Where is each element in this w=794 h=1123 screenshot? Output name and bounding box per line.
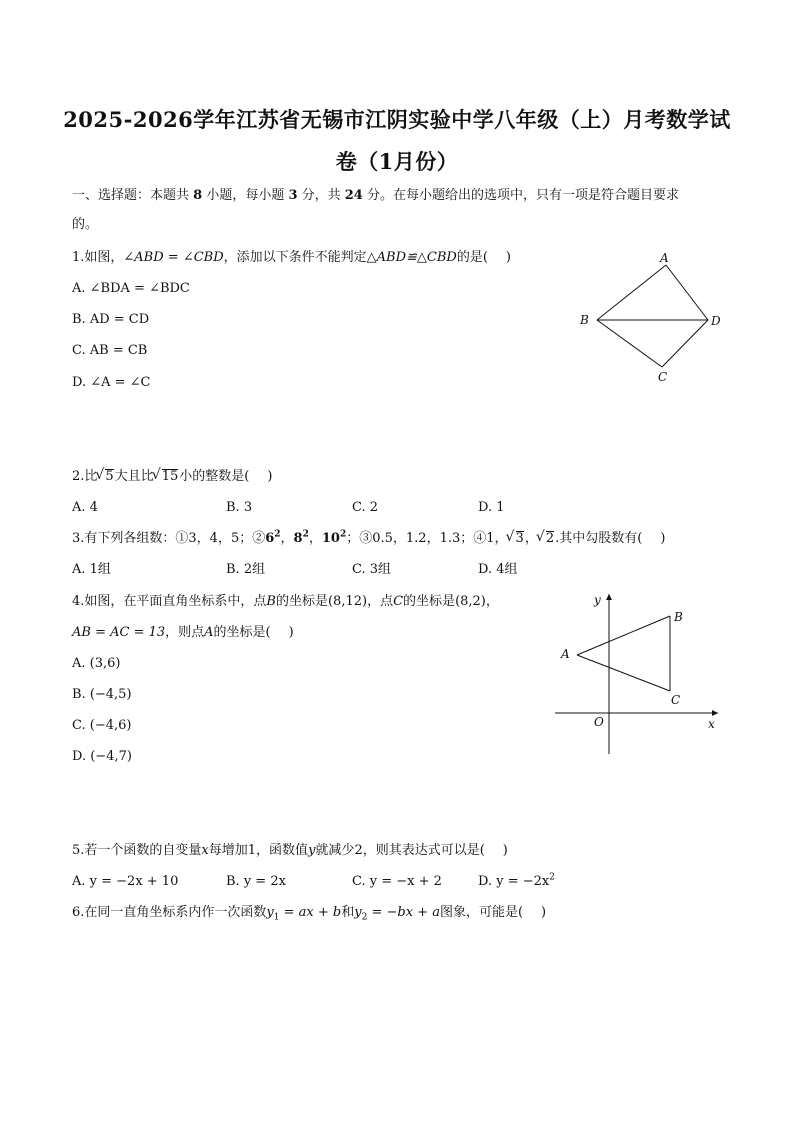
q4-origin-label: O bbox=[594, 715, 604, 729]
q4-axis-y-label: y bbox=[594, 593, 601, 607]
q5-option-c[interactable]: C. y = −x + 2 bbox=[352, 874, 442, 889]
q3-option-d[interactable]: D. 4组 bbox=[478, 562, 518, 577]
q4-option-b[interactable]: B. (−4,5) bbox=[72, 687, 132, 702]
section1-instructions-line2: 的。 bbox=[72, 217, 99, 232]
q2-stem: 2.比√ 5大且比√ 15小的整数是( ) bbox=[72, 468, 272, 486]
q4-stem-line2: AB = AC = 13，则点A的坐标是( ) bbox=[72, 625, 294, 640]
q2-option-c[interactable]: C. 2 bbox=[352, 500, 379, 515]
exam-title-line1: 2025-2026学年江苏省无锡市江阴实验中学八年级（上）月考数学试 bbox=[63, 107, 731, 132]
q1-label-b: B bbox=[580, 313, 589, 327]
q3-option-b[interactable]: B. 2组 bbox=[226, 562, 266, 577]
exam-title-line2: 卷（1月份） bbox=[335, 149, 459, 174]
section1-instructions-line1: 一、选择题：本题共 8 小题，每小题 3 分，共 24 分。在每小题给出的选项中，只有一项是符合题目要求 bbox=[72, 188, 679, 203]
q5-option-d[interactable]: D. $y = -2x^2$ bbox=[478, 872, 555, 889]
q2-option-a[interactable]: A. 4 bbox=[72, 500, 98, 515]
q3-sqrt-3: √ 3 bbox=[508, 530, 524, 548]
q1-option-c[interactable]: C. AB = CB bbox=[72, 343, 148, 358]
q2-sqrt-15: √ 15 bbox=[154, 468, 179, 486]
q4-point-a-label: A bbox=[561, 647, 570, 661]
q1-option-a[interactable]: A. ∠BDA = ∠BDC bbox=[72, 281, 190, 296]
q1-label-d: D bbox=[711, 314, 721, 328]
q5-option-b[interactable]: B. y = 2x bbox=[226, 874, 286, 889]
q1-option-b[interactable]: B. AD = CD bbox=[72, 312, 150, 327]
q4-axis-x-label: x bbox=[708, 717, 715, 731]
q4-option-c[interactable]: C. (−4,6) bbox=[72, 718, 132, 733]
q1-option-d[interactable]: D. ∠A = ∠C bbox=[72, 375, 151, 390]
q4-option-a[interactable]: A. (3,6) bbox=[72, 656, 121, 671]
q3-stem: 3.有下列各组数：①3，4，5；$②6^2$，$8^2$，$10^2$；③0.5，1.2，1.3；④1，√ 3，√ 2.其中勾股数有( ) bbox=[72, 530, 665, 548]
q4-stem-line1: 4.如图，在平面直角坐标系中，点B的坐标是(8,12)，点C的坐标是(8,2)， bbox=[72, 594, 499, 609]
q4-point-b-label: B bbox=[674, 610, 683, 624]
q4-point-c-label: C bbox=[671, 693, 681, 707]
q5-stem: 5.若一个函数的自变量x每增加1，函数值y就减少2，则其表达式可以是( ) bbox=[72, 843, 508, 858]
q1-label-a: A bbox=[660, 251, 669, 265]
q3-option-a[interactable]: A. 1组 bbox=[72, 562, 111, 577]
q2-option-b[interactable]: B. 3 bbox=[226, 500, 253, 515]
q2-option-d[interactable]: D. 1 bbox=[478, 500, 505, 515]
q4-option-d[interactable]: D. (−4,7) bbox=[72, 749, 132, 764]
q3-sqrt-2: √ 2 bbox=[538, 530, 554, 548]
q4-figure-coordinate-plane bbox=[550, 588, 730, 758]
q1-stem: 1.如图，∠ABD = ∠CBD，添加以下条件不能判定△ABD≌△CBD的是( ) bbox=[72, 250, 511, 265]
q5-option-a[interactable]: A. y = −2x + 10 bbox=[72, 874, 179, 889]
q6-stem: 6.在同一直角坐标系内作一次函数$y_1$ = ax + b和$y_2 = -bx + a$图象，可能是( ) bbox=[72, 905, 547, 923]
q3-option-c[interactable]: C. 3组 bbox=[352, 562, 392, 577]
q1-label-c: C bbox=[658, 370, 668, 384]
q1-figure-quadrilateral bbox=[570, 250, 730, 390]
q2-sqrt-5: √ 5 bbox=[97, 468, 113, 486]
